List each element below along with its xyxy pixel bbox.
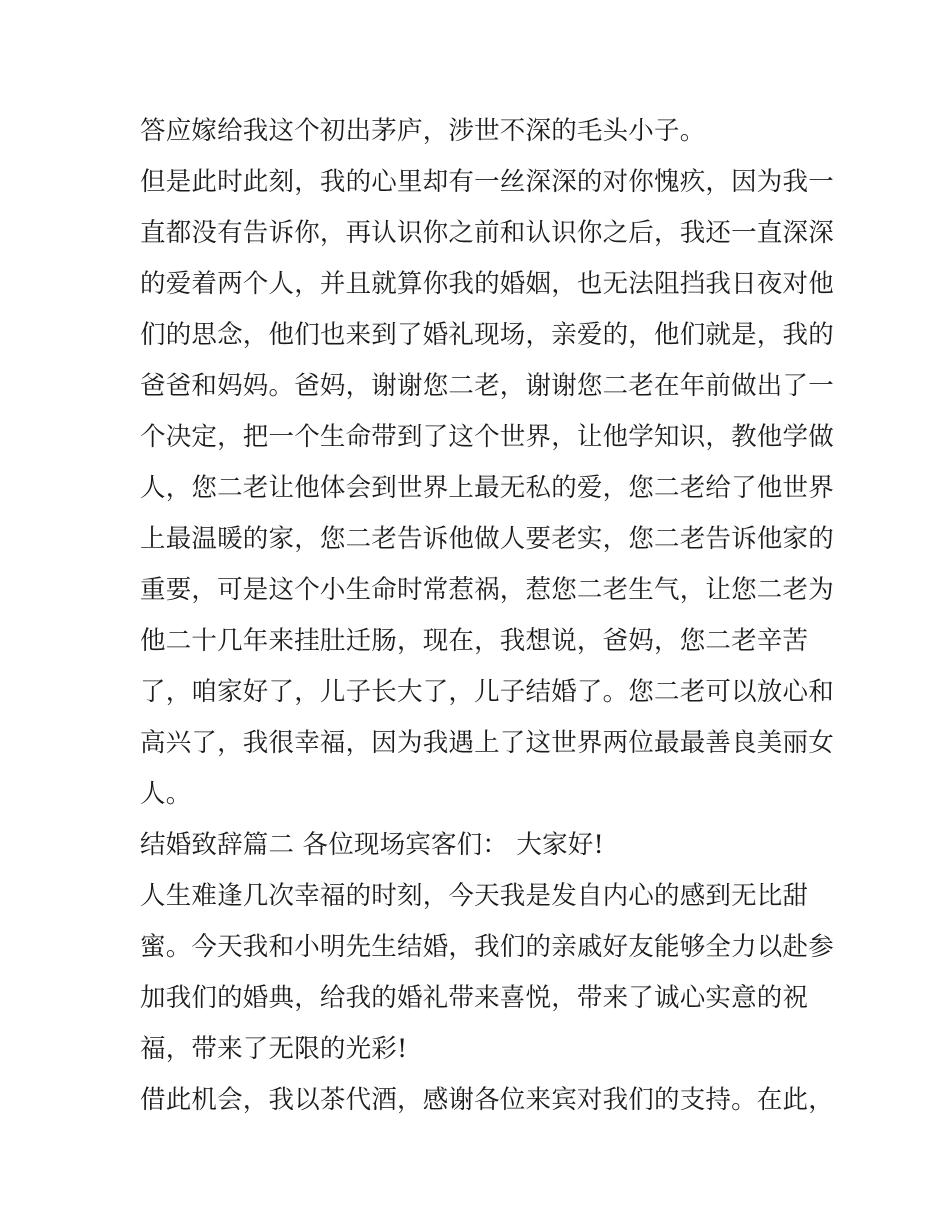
section-heading: 结婚致辞篇二 各位现场宾客们： 大家好! xyxy=(140,830,604,860)
text-line: 人生难逢几次幸福的时刻，今天我是发自内心的感到无比甜 xyxy=(140,881,809,911)
text-line: 他二十几年来挂肚迁肠，现在，我想说，爸妈，您二老辛苦 xyxy=(140,626,809,656)
document-body xyxy=(140,106,834,1126)
text-line: 直都没有告诉你，再认识你之前和认识你之后，我还一直深深 xyxy=(140,218,834,248)
text-line: 个决定，把一个生命带到了这个世界，让他学知识，教他学做 xyxy=(140,422,834,452)
text-line: 人。 xyxy=(140,779,192,809)
text-line: 但是此时此刻，我的心里却有一丝深深的对你愧疚，因为我一 xyxy=(140,167,834,197)
text-line: 借此机会，我以茶代酒，感谢各位来宾对我们的支持。在此， xyxy=(140,1085,834,1115)
text-line: 高兴了，我很幸福，因为我遇上了这世界两位最最善良美丽女 xyxy=(140,728,834,758)
text-line: 上最温暖的家，您二老告诉他做人要老实，您二老告诉他家的 xyxy=(140,524,834,554)
text-line: 蜜。今天我和小明先生结婚，我们的亲戚好友能够全力以赴参 xyxy=(140,932,834,962)
text-line: 加我们的婚典，给我的婚礼带来喜悦，带来了诚心实意的祝 xyxy=(140,983,809,1013)
text-line: 了，咱家好了，儿子长大了，儿子结婚了。您二老可以放心和 xyxy=(140,677,834,707)
text-line: 答应嫁给我这个初出茅庐，涉世不深的毛头小子。 xyxy=(140,116,706,146)
text-line: 人，您二老让他体会到世界上最无私的爱，您二老给了他世界 xyxy=(140,473,834,503)
text-line: 爸爸和妈妈。爸妈，谢谢您二老，谢谢您二老在年前做出了一 xyxy=(140,371,834,401)
text-line: 重要，可是这个小生命时常惹祸，惹您二老生气，让您二老为 xyxy=(140,575,834,605)
text-line: 福，带来了无限的光彩! xyxy=(140,1034,408,1064)
text-line: 们的思念，他们也来到了婚礼现场，亲爱的，他们就是，我的 xyxy=(140,320,834,350)
text-line: 的爱着两个人，并且就算你我的婚姻，也无法阻挡我日夜对他 xyxy=(140,269,834,299)
